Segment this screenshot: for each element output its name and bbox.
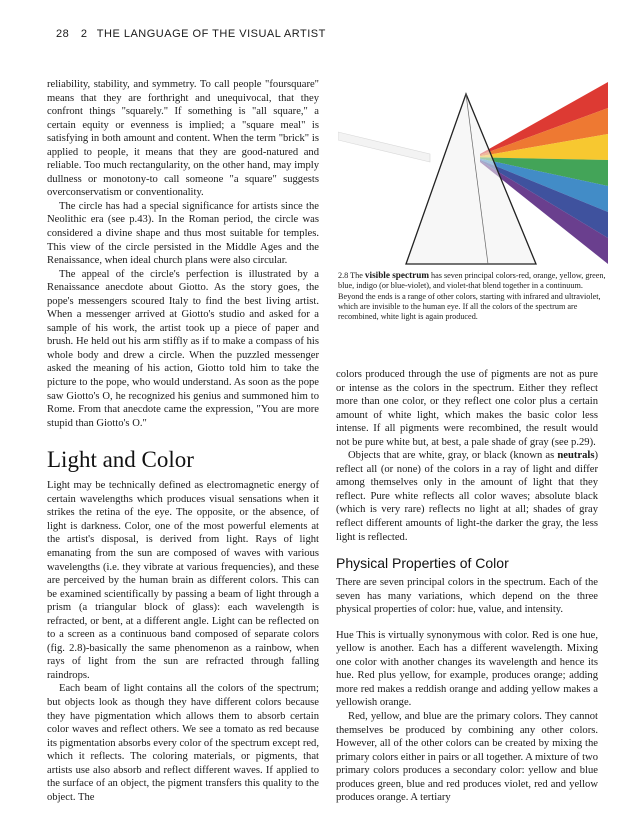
- page-number: 28: [56, 28, 70, 40]
- paragraph-rectangle: reliability, stability, and symmetry. To call people "foursquare" means that they are forthright and unequivocal, that they confront things "squarely." If something is "all square," a certain equity or evenness is implied; a "square meal" is satisfying in both amount and content. When the term "brick" is applied to people, it means that they are good-natured and reliable. Too much rectangularity, on the other hand, may imply dullness or monotony-to call someone "a square" suggests overconservatism or conventionality.: [47, 79, 319, 199]
- caption-term: visible spectrum: [364, 270, 429, 280]
- neutrals-term: neutrals: [557, 450, 595, 462]
- caption-text: has seven principal colors-red, orange, yellow, green, blue, indigo (or blue-violet), and violet-that blend together in a continuum. Beyond the ends is a range of other colors, starting with infrared and ultraviolet, which are invisible to the human eye. If all the colors of the spectrum are recombined, white light is again produced.: [338, 271, 606, 322]
- paragraph-seven-colors: There are seven principal colors in the spectrum. Each of the seven has many variations, which depend on the three physical properties of color: hue, value, and intensity.: [336, 577, 598, 616]
- neutrals-start: Objects that are white, gray, or black (known as: [348, 450, 555, 462]
- caption-label: 2.8 The: [338, 271, 363, 280]
- paragraph-pigmentation: Each beam of light contains all the colors of the spectrum; but objects look as though they have different colors because they have pigmentation which allows them to absorb certain color waves and reflect others. We see a tomato as red because its pigmentation absorbs every color of the spectrum except red, which it reflects. The coloring materials, or pigments, that artists use also absorb and reflect different waves. If applied to the surface of an object, the pigment transfers this quality to the object. The: [47, 683, 319, 803]
- figure-caption: [338, 270, 608, 322]
- paragraph-hue: Hue This is virtually synonymous with color. Red is one hue, yellow is another. Each has a different wavelength. Mixing one color with another changes its wavelength and hence its hue. Red plus yellow, for example, produces orange; adding more red makes a reddish orange and adding yellow makes a yellowish orange.: [336, 629, 598, 709]
- right-column: [336, 368, 598, 805]
- prism-spectrum-figure: [338, 68, 608, 268]
- paragraph-light-definition: Light may be technically defined as electromagnetic energy of certain wavelengths which produces visual sensations when it strikes the retina of the eye. The opposite, or the absence, of light is darkness. Color, one of the most powerful elements at the artist's disposal, is derived from light. Rays of light emanating from the sun are composed of waves with various wavelengths (i.e. they vibrate at various frequencies), and these are perceived by the human brain as different colors. This can be examined scientifically by passing a beam of light through a prism (a triangular block of glass): each wavelength is refracted, or bent, at a different angle. Light can be reflected on to a screen as a continuous band composed of separate colors (fig. 2.8)-basically the same phenomenon as a rainbow, when rays of light from the sun are refracted through falling raindrops.: [47, 480, 319, 681]
- paragraph-circle: The circle has had a special significance for artists since the Neolithic era (see p.43). In the Roman period, the circle was considered a divine shape and thus most suitable for temples. This view of the circle persisted in the Middle Ages and the Renaissance, when ideal church plans were also circular.: [47, 200, 319, 267]
- running-header: [56, 28, 326, 40]
- chapter-number: 2: [80, 28, 88, 40]
- section-heading-physical-properties: Physical Properties of Color: [336, 555, 509, 572]
- paragraph-pigment-purity: colors produced through the use of pigments are not as pure or intense as the colors in the spectrum. Either they reflect more than one color, or they reflect one color plus a certain amount of white light, which makes the basic color less intense. If all pigments were recombined, the result would not be pure white but, at best, a pale shade of gray (see p.29).: [336, 369, 598, 448]
- section-heading-light-and-color: Light and Color: [47, 447, 194, 473]
- paragraph-giotto: The appeal of the circle's perfection is illustrated by a Renaissance anecdote about Giotto. As the story goes, the pope's messengers scoured Italy to find the best living artist. When a messenger arrived at Giotto's studio and asked for a sample of his work, the artist took up a piece of paper and brush. He held out his arm stiffly as if to make a compass of his whole body and drew a circle. When the puzzled messenger asked the meaning of his action, Giotto told him to take the picture to the pope, who would understand. As soon as the pope saw Giotto's O, he recognized his genius and summoned him to Rome. From that anecdote came the expression, "You are more stupid than Giotto's O.": [47, 268, 319, 429]
- neutrals-end: ) reflect all (or none) of the colors in a ray of light and differ among themselves only in the amount of light that they reflect. Pure white reflects all color waves; absolute black (which is very rare) reflects no light at all; shades of gray reflect different amounts of light-the darker the gray, the less light is reflected.: [336, 450, 598, 543]
- paragraph-neutrals: [336, 449, 598, 544]
- chapter-title: THE LANGUAGE OF THE VISUAL ARTIST: [96, 28, 326, 40]
- paragraph-primary-colors: Red, yellow, and blue are the primary colors. They cannot themselves be produced by combining any other colors. However, all of the other colors can be created by mixing the primary colors either in pairs or all together. A mixture of two primary colors produces a secondary color: yellow and blue produces green, blue and red produces violet, red and yellow produces orange. A tertiary: [336, 711, 598, 804]
- left-column: [47, 78, 319, 804]
